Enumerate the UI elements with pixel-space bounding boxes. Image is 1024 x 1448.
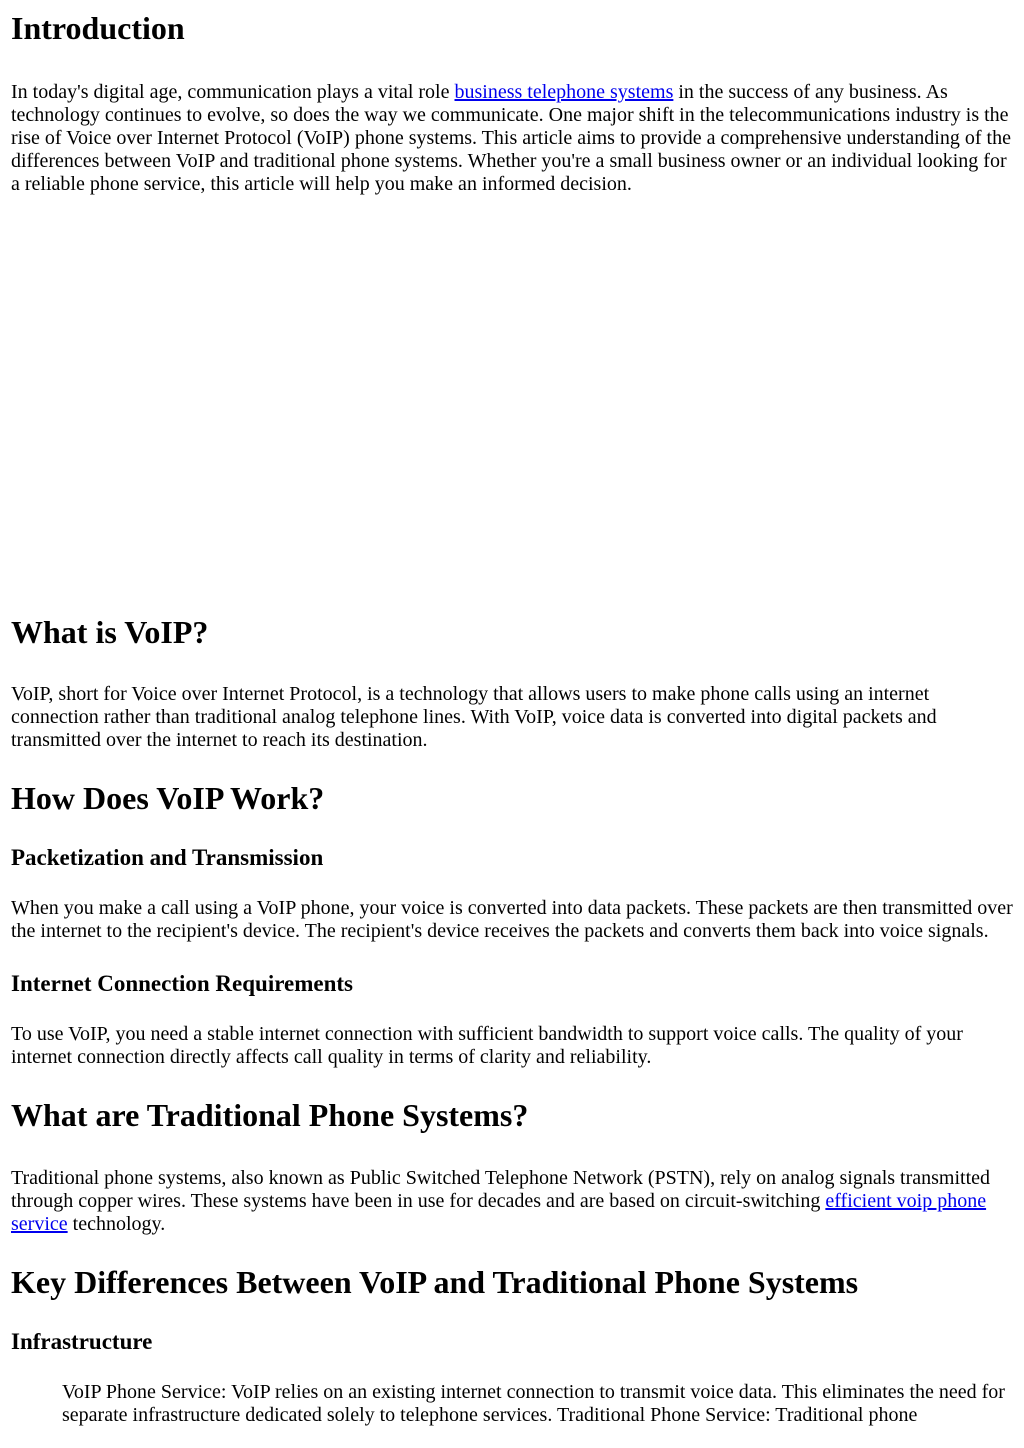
introduction-text-start: In today's digital age, communication plays a vital role [11,81,455,103]
introduction-paragraph [11,81,1013,196]
traditional-phone-systems-heading: What are Traditional Phone Systems? [11,1097,529,1133]
what-is-voip-heading: What is VoIP? [11,614,209,650]
article [11,0,1013,1427]
traditional-phone-systems-paragraph [11,1167,1013,1236]
efficient-voip-phone-service-link[interactable]: efficient voip phone service [11,1190,987,1235]
business-telephone-systems-link[interactable]: business telephone systems [454,81,674,103]
traditional-text-end: technology. [67,1213,166,1235]
internet-requirements-paragraph: To use VoIP, you need a stable internet connection with sufficient bandwidth to support voice calls. The quality of your internet connection directly affects call quality in terms of clarity and reliability. [11,1023,963,1068]
introduction-text-end: in the success of any business. As technology continues to evolve, so does the way we communicate. One major shift in the telecommunications industry is the rise of Voice over Internet Protocol (VoIP) phone systems. This article aims to provide a comprehensive understanding of the differences between VoIP and traditional phone systems. Whether you're a small business owner or an individual looking for a reliable phone service, this article will help you make an informed decision. [11,81,1011,195]
packetization-paragraph: When you make a call using a VoIP phone, your voice is converted into data packets. These packets are then transmitted over the internet to the recipient's device. The recipient's device receives the packets and converts them back into voice signals. [11,897,1013,942]
key-differences-heading: Key Differences Between VoIP and Traditional Phone Systems [11,1264,859,1300]
infrastructure-heading: Infrastructure [11,1329,153,1354]
traditional-text-start: Traditional phone systems, also known as Public Switched Telephone Network (PSTN), rely on analog signals transmitted through copper wires. These systems have been in use for decades and are based on circuit-switching [11,1167,991,1212]
internet-requirements-heading: Internet Connection Requirements [11,971,353,996]
packetization-heading: Packetization and Transmission [11,845,324,870]
introduction-heading: Introduction [11,10,185,46]
blank-embed-area [11,196,1013,614]
what-is-voip-paragraph: VoIP, short for Voice over Internet Protocol, is a technology that allows users to make phone calls using an internet connection rather than traditional analog telephone lines. With VoIP, voice data is converted into digital packets and transmitted over the internet to reach its destination. [11,683,937,751]
infrastructure-paragraph: VoIP Phone Service: VoIP relies on an existing internet connection to transmit voice data. This eliminates the need for separate infrastructure dedicated solely to telephone services. Traditional Phone Service: Traditional phone [62,1381,1005,1426]
how-voip-works-heading: How Does VoIP Work? [11,780,325,816]
